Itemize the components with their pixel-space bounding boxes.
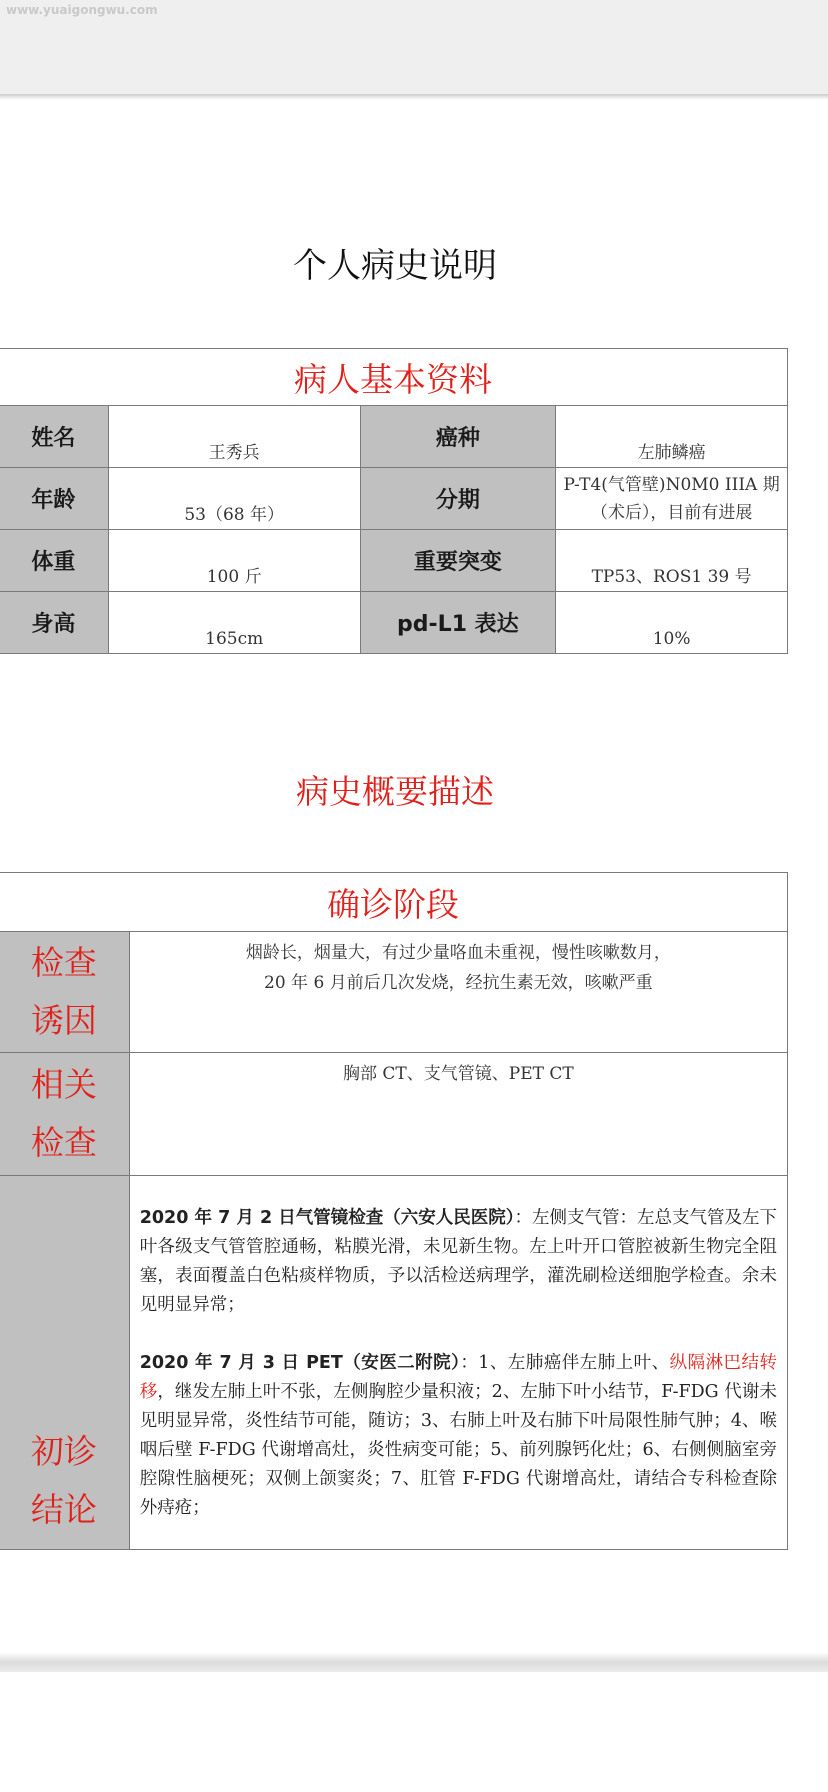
watermark: www.yuaigongwu.com (6, 3, 158, 17)
related-exam-text: 胸部 CT、支气管镜、PET CT (129, 1053, 787, 1176)
bronchoscopy-heading: 2020 年 7 月 2 日气管镜检查（六安人民医院） (139, 1208, 515, 1228)
table-row (0, 932, 788, 1053)
mutation-value: TP53、ROS1 39 号 (556, 530, 788, 592)
initial-conclusion-label (0, 1176, 129, 1550)
table-row (0, 530, 788, 592)
age-label: 年龄 (0, 468, 108, 530)
name-label: 姓名 (0, 406, 108, 468)
initial-conclusion-label-line1: 初诊 (30, 1432, 97, 1471)
initial-conclusion-text (129, 1176, 787, 1550)
inducement-label (0, 932, 129, 1053)
document-title: 个人病史说明 (293, 246, 497, 286)
page-separator (0, 1652, 828, 1672)
pdl1-label: pd-L1 表达 (360, 592, 556, 654)
height-label: 身高 (0, 592, 108, 654)
inducement-text-line2: 20 年 6 月前后几次发烧，经抗生素无效，咳嗽严重 (264, 973, 653, 993)
table-row (0, 1053, 788, 1176)
related-exam-label-line1: 相关 (30, 1065, 97, 1104)
initial-conclusion-label-line2: 结论 (30, 1490, 97, 1529)
pet-heading: 2020 年 7 月 3 日 PET（安医二附院） (139, 1353, 461, 1373)
pet-text-b: ，继发左肺上叶不张，左侧胸腔少量积液；2、左肺下叶小结节，F-FDG 代谢未见明显异常，炎性结节可能，随访；3、右肺上叶及右肺下叶局限性肺气肿；4、喉咽后壁 F-FDG 代谢增高灶，炎性病变可能；5、前列腺钙化灶；6、右侧侧脑室旁腔隙性脑梗死；双侧上颌窦炎；7、肛管 F-FDG 代谢增高灶，请结合专科检查除外痔疮； (139, 1382, 778, 1518)
mutation-label: 重要突变 (360, 530, 556, 592)
stage-value: P-T4(气管壁)N0M0 IIIA 期（术后），目前有进展 (556, 468, 788, 530)
bronchoscopy-paragraph (130, 1204, 787, 1320)
table-row (0, 1176, 788, 1550)
basic-info-header: 病人基本资料 (0, 349, 788, 406)
pet-text-a: ：1、左肺癌伴左肺上叶、 (460, 1353, 670, 1373)
table-row (0, 468, 788, 530)
inducement-text-line1: 烟龄长，烟量大，有过少量咯血未重视，慢性咳嗽数月， (245, 943, 671, 963)
viewer-top-bar (0, 0, 828, 96)
pdl1-value: 10% (556, 592, 788, 654)
diagnosis-header: 确诊阶段 (0, 873, 788, 932)
inducement-label-line1: 检查 (30, 943, 97, 982)
cancer-type-label: 癌种 (360, 406, 556, 468)
diagnosis-table (0, 872, 788, 1550)
height-value: 165cm (108, 592, 360, 654)
name-value: 王秀兵 (108, 406, 360, 468)
pet-paragraph (130, 1349, 787, 1523)
weight-value: 100 斤 (108, 530, 360, 592)
table-row (0, 406, 788, 468)
pet-text-highlight: 纵隔淋巴结转移 (139, 1353, 778, 1402)
stage-label: 分期 (360, 468, 556, 530)
diagnosis-header-row (0, 873, 788, 932)
table-row (0, 592, 788, 654)
bronchoscopy-text: ：左侧支气管：左总支气管及左下叶各级支气管管腔通畅，粘膜光滑，未见新生物。左上叶开口管腔被新生物完全阻塞，表面覆盖白色粘痰样物质，予以活检送病理学，灌洗刷检送细胞学检查。余未见明显异常； (139, 1208, 777, 1315)
related-exam-label (0, 1053, 129, 1176)
top-bar-shadow (0, 94, 828, 100)
weight-label: 体重 (0, 530, 108, 592)
basic-info-table (0, 348, 788, 654)
age-value: 53（68 年） (108, 468, 360, 530)
inducement-label-line2: 诱因 (30, 1001, 97, 1040)
cancer-type-value: 左肺鳞癌 (556, 406, 788, 468)
inducement-text (129, 932, 787, 1053)
history-summary-title: 病史概要描述 (296, 772, 494, 811)
basic-info-header-row (0, 349, 788, 406)
related-exam-label-line2: 检查 (30, 1123, 97, 1162)
